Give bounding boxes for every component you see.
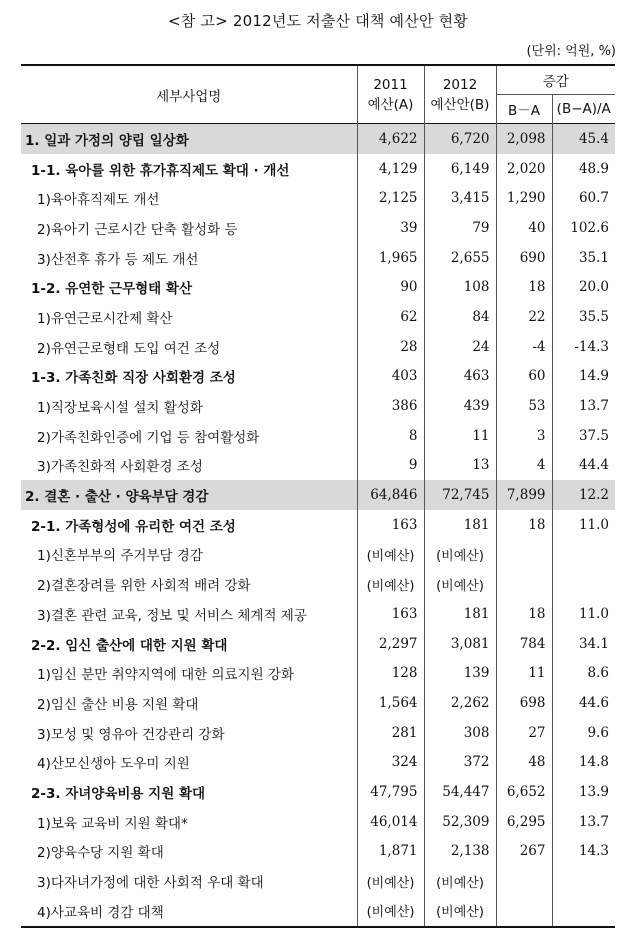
cell-2011-budget: 403 [357,362,424,392]
row-name: 1)직장보육시설 설치 활성화 [37,400,203,417]
cell-rate: 20.0 [552,272,615,302]
table-row [21,243,615,273]
row-name: 3)가족친화적 사회환경 조성 [37,459,203,476]
cell-2012-budget: 139 [424,658,496,688]
cell-rate: 13.7 [552,391,615,421]
cell-rate: 48.9 [552,154,615,184]
subsection-row [21,272,615,302]
cell-rate: 14.8 [552,747,615,777]
header-2012-label: 예산안(B) [430,96,490,113]
row-name: 1)유연근로시간제 확산 [37,310,173,327]
cell-2012-budget: 372 [424,747,496,777]
table-row [21,837,615,867]
cell-2012-budget: 13 [424,451,496,481]
row-name: 1. 일과 가정의 양립 일상화 [21,124,357,154]
cell-2012-budget: 24 [424,332,496,362]
cell-2011-budget: (비예산) [357,866,424,896]
row-name: 2)결혼장려를 위한 사회적 배려 강화 [37,578,251,595]
cell-diff: 18 [496,599,552,629]
table-row [21,658,615,688]
cell-diff: 27 [496,718,552,748]
cell-diff: 7,899 [496,480,552,510]
cell-2011-budget: 324 [357,747,424,777]
cell-diff: 4 [496,451,552,481]
subsection-row [21,510,615,540]
cell-2011-budget: 2,125 [357,183,424,213]
cell-2011-budget: (비예산) [357,540,424,570]
cell-diff: 698 [496,688,552,718]
row-name: 2)임신 출산 비용 지원 확대 [37,696,199,713]
cell-2011-budget: 8 [357,421,424,451]
row-name: 4)사교육비 경감 대책 [21,896,357,927]
cell-diff: 267 [496,837,552,867]
cell-rate [552,540,615,570]
cell-2011-budget: 163 [357,599,424,629]
cell-rate: 102.6 [552,213,615,243]
row-name: 1-2. 유연한 근무형태 확산 [31,281,192,298]
cell-rate [552,569,615,599]
cell-diff: 22 [496,302,552,332]
cell-2011-budget: 1,871 [357,837,424,867]
table-row [21,213,615,243]
row-name: 1-1. 육아를 위한 휴가휴직제도 확대 · 개선 [31,162,290,179]
cell-2012-budget: 3,415 [424,183,496,213]
cell-rate: 9.6 [552,718,615,748]
table-row [21,718,615,748]
cell-2012-budget: 2,138 [424,837,496,867]
cell-diff: 2,098 [496,124,552,154]
cell-2011-budget: (비예산) [357,569,424,599]
section-row [21,480,615,510]
cell-2012-budget: 108 [424,272,496,302]
cell-rate: 12.2 [552,480,615,510]
table-row [21,332,615,362]
row-name: 3)다자녀가정에 대한 사회적 우대 확대 [37,875,264,892]
cell-diff: -4 [496,332,552,362]
row-name: 2)유연근로형태 도입 여건 조성 [37,340,221,357]
budget-table [21,64,615,928]
cell-2012-budget: 54,447 [424,777,496,807]
cell-diff: 53 [496,391,552,421]
cell-2011-budget: 386 [357,391,424,421]
cell-2011-budget: 281 [357,718,424,748]
cell-2012-budget: 439 [424,391,496,421]
cell-rate: -14.3 [552,332,615,362]
cell-2011-budget: 163 [357,510,424,540]
table-row [21,183,615,213]
subsection-row [21,629,615,659]
cell-diff: 1,290 [496,183,552,213]
cell-rate: 34.1 [552,629,615,659]
table-row [21,599,615,629]
cell-diff [496,569,552,599]
row-name: 1)육아휴직제도 개선 [37,192,160,209]
row-name: 2. 결혼 · 출산 · 양육부담 경감 [21,480,357,510]
header-diff: B－A [496,95,552,124]
row-name: 1-3. 가족친화 직장 사회환경 조성 [31,370,236,387]
cell-2011-budget: 64,846 [357,480,424,510]
cell-2012-budget: (비예산) [424,866,496,896]
cell-diff [496,540,552,570]
row-name: 2)가족친화인증에 기업 등 참여활성화 [37,429,260,446]
table-row [21,540,615,570]
row-name: 1)임신 분만 취약지역에 대한 의료지원 강화 [37,667,295,684]
row-name: 2-2. 임신 출산에 대한 지원 확대 [31,637,228,654]
table-row [21,896,615,927]
subsection-row [21,362,615,392]
header-2012-year: 2012 [442,76,478,93]
cell-rate: 14.3 [552,837,615,867]
row-name: 3)산전후 휴가 등 제도 개선 [37,251,199,268]
table-row [21,807,615,837]
table-row [21,866,615,896]
cell-rate: 13.7 [552,807,615,837]
cell-2011-budget: 9 [357,451,424,481]
cell-2012-budget: 181 [424,510,496,540]
cell-2011-budget: 4,622 [357,124,424,154]
row-name: 4)산모신생아 도우미 지원 [37,756,190,773]
cell-2011-budget: 39 [357,213,424,243]
row-name: 3)모성 및 영유아 건강관리 강화 [37,726,225,743]
cell-2012-budget: 6,720 [424,124,496,154]
cell-diff: 60 [496,362,552,392]
header-2011-year: 2011 [373,76,408,93]
row-name: 2-3. 자녀양육비용 지원 확대 [31,785,206,802]
cell-diff: 2,020 [496,154,552,184]
cell-diff [496,896,552,927]
row-name: 1)신혼부부의 주거부담 경감 [37,548,203,565]
subsection-row [21,777,615,807]
cell-rate: 45.4 [552,124,615,154]
cell-rate: 13.9 [552,777,615,807]
cell-rate [552,866,615,896]
unit-note: (단위: 억원, %) [526,44,616,59]
cell-rate: 35.1 [552,243,615,273]
cell-diff: 3 [496,421,552,451]
cell-rate: 35.5 [552,302,615,332]
cell-2011-budget: 46,014 [357,807,424,837]
cell-2011-budget: 47,795 [357,777,424,807]
header-2011-label: 예산(A) [367,96,414,113]
cell-rate: 14.9 [552,362,615,392]
cell-2011-budget: 1,965 [357,243,424,273]
cell-2011-budget: (비예산) [357,896,424,927]
header-2011 [357,65,424,124]
row-name: 2-1. 가족형성에 유리한 여건 조성 [31,518,236,535]
cell-2012-budget: 181 [424,599,496,629]
cell-2012-budget: 79 [424,213,496,243]
document-title: <참 고> 2012년도 저출산 대책 예산안 현황 [168,12,468,30]
table-row [21,688,615,718]
cell-rate: 11.0 [552,599,615,629]
row-name: 2)양육수당 지원 확대 [37,845,164,862]
table-row [21,391,615,421]
subsection-row [21,154,615,184]
cell-2012-budget: (비예산) [424,569,496,599]
cell-rate: 44.4 [552,451,615,481]
cell-2012-budget: 6,149 [424,154,496,184]
cell-2012-budget: 84 [424,302,496,332]
table-row [21,421,615,451]
table-row [21,569,615,599]
cell-diff: 784 [496,629,552,659]
header-2012 [424,65,496,124]
cell-2012-budget: 72,745 [424,480,496,510]
cell-rate: 37.5 [552,421,615,451]
cell-2011-budget: 2,297 [357,629,424,659]
cell-2012-budget: (비예산) [424,540,496,570]
cell-2011-budget: 90 [357,272,424,302]
cell-2012-budget: 308 [424,718,496,748]
cell-diff: 6,295 [496,807,552,837]
cell-diff: 18 [496,272,552,302]
section-row [21,124,615,154]
cell-2012-budget: 3,081 [424,629,496,659]
cell-2012-budget: (비예산) [424,896,496,927]
row-name: 2)육아기 근로시간 단축 활성화 등 [37,221,238,238]
cell-rate: 44.6 [552,688,615,718]
row-name: 1)보육 교육비 지원 확대* [37,815,188,832]
cell-rate [552,896,615,927]
cell-2012-budget: 463 [424,362,496,392]
header-name: 세부사업명 [156,88,222,105]
cell-diff: 6,652 [496,777,552,807]
cell-2012-budget: 2,655 [424,243,496,273]
cell-diff [496,866,552,896]
cell-2011-budget: 1,564 [357,688,424,718]
cell-diff: 690 [496,243,552,273]
cell-2012-budget: 2,262 [424,688,496,718]
header-rate: (B−A)/A [552,95,615,124]
table-header [21,65,615,124]
cell-diff: 18 [496,510,552,540]
cell-2011-budget: 128 [357,658,424,688]
table-row [21,302,615,332]
cell-diff: 48 [496,747,552,777]
cell-2011-budget: 28 [357,332,424,362]
cell-rate: 60.7 [552,183,615,213]
cell-diff: 40 [496,213,552,243]
cell-rate: 8.6 [552,658,615,688]
cell-2011-budget: 62 [357,302,424,332]
table-row [21,451,615,481]
table-row [21,747,615,777]
cell-2011-budget: 4,129 [357,154,424,184]
header-change: 증감 [496,65,615,95]
cell-rate: 11.0 [552,510,615,540]
cell-2012-budget: 52,309 [424,807,496,837]
cell-diff: 11 [496,658,552,688]
cell-2012-budget: 11 [424,421,496,451]
table-body [21,124,615,927]
row-name: 3)결혼 관련 교육, 정보 및 서비스 체계적 제공 [37,607,307,624]
